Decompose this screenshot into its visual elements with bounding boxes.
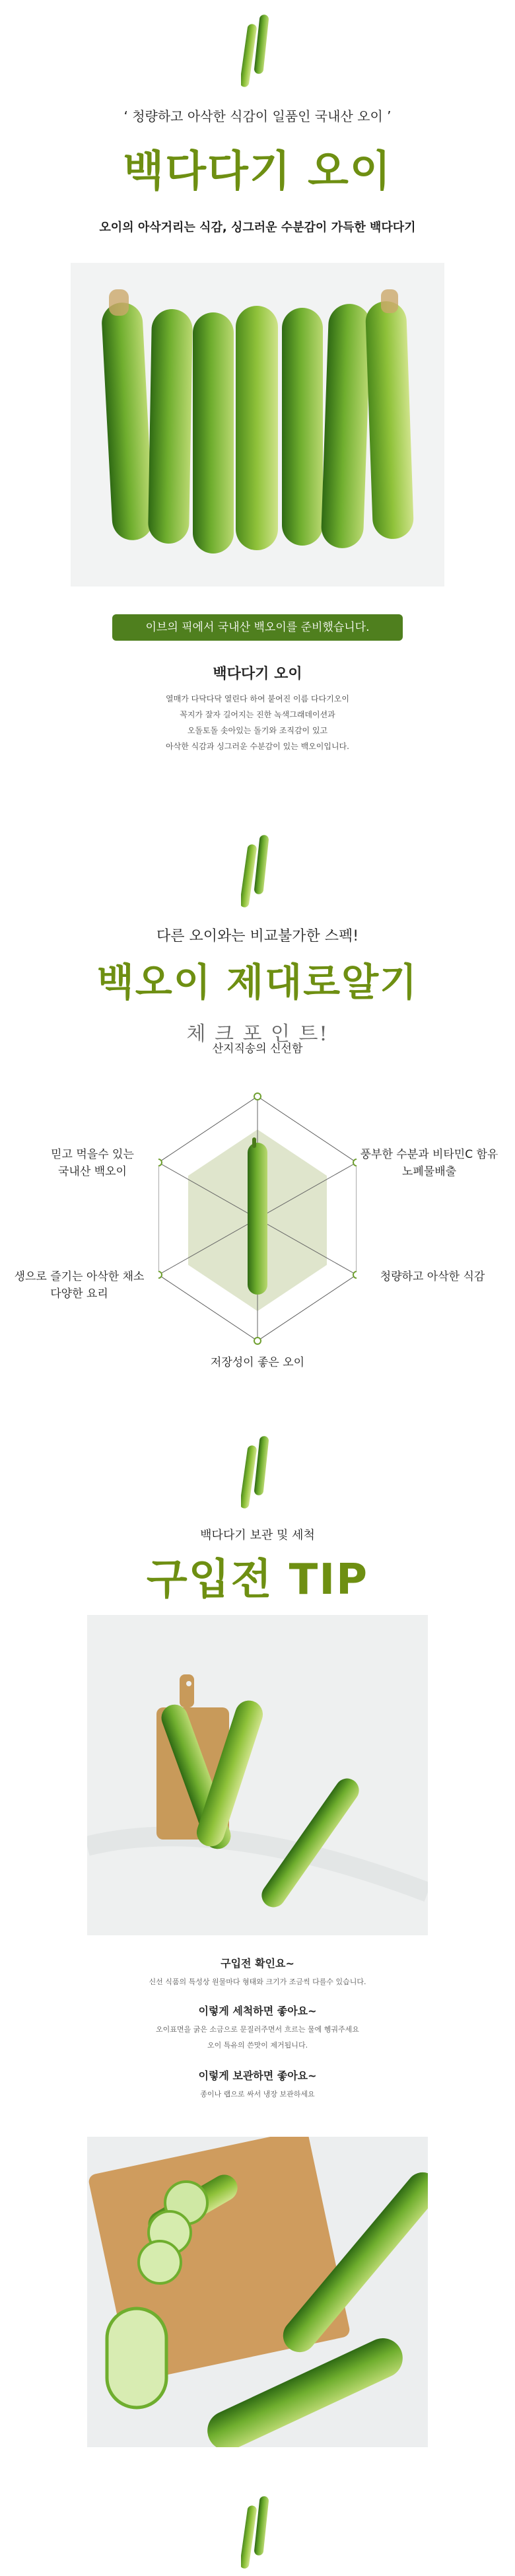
checkpoint-label: 청량하고 아삭한 식감 (380, 1270, 485, 1283)
intro-quote: ‘ 청량하고 아삭한 식감이 일품인 국내산 오이 ’ (123, 108, 392, 124)
tip-heading: 구입전 확인요~ (221, 1957, 294, 1970)
cucumber-icon (241, 832, 274, 912)
sourcing-banner: 이브의 픽에서 국내산 백오이를 준비했습니다. (112, 614, 403, 641)
cucumber-icon (241, 12, 274, 91)
about-line: 아삭한 식감과 싱그러운 수분감이 있는 백오이입니다. (166, 742, 349, 751)
checkpoint-hexagon-chart (158, 1077, 357, 1367)
tip-heading: 이렇게 세척하면 좋아요~ (198, 2005, 317, 2017)
about-heading: 백다다기 오이 (213, 666, 302, 682)
checkpoint-label: 풍부한 수분과 비타민C 함유 노폐물배출 (360, 1148, 498, 1178)
tip-text: 오이표면을 굵은 소금으로 문질러주면서 흐르는 물에 헹궈주세요 (156, 2025, 359, 2034)
cucumber-icon (241, 1433, 274, 1513)
check-title: 백오이 제대로알기 (96, 960, 419, 1005)
cutting-board-photo (87, 1615, 428, 1935)
about-line: 오돌토돌 솟아있는 돌기와 조직감이 있고 (187, 726, 328, 735)
checkpoint-label: 저장성이 좋은 오이 (210, 1356, 305, 1369)
sliced-cucumber-photo (87, 2137, 428, 2447)
tips-lead: 백다다기 보관 및 세척 (200, 1528, 315, 1542)
tip-text: 종이나 랩으로 싸서 냉장 보관하세요 (200, 2090, 315, 2098)
checkpoint-label: 믿고 먹을수 있는 국내산 백오이 (51, 1148, 134, 1178)
about-text (0, 691, 515, 754)
about-line: 열매가 다닥다닥 열린다 하여 붙여진 이름 다다기오이 (166, 694, 349, 703)
cucumber-icon (241, 2493, 274, 2573)
tip-text: 오이 특유의 쓴맛이 제거됩니다. (207, 2041, 308, 2050)
about-line: 꼭지가 잘자 길어지는 진한 녹색그래데이션과 (180, 710, 335, 719)
checkpoint-label: 생으로 즐기는 아삭한 채소 다양한 요리 (14, 1270, 145, 1301)
tips-title: 구입전 TIP (146, 1556, 369, 1604)
check-subtitle: 체 크 포 인 트! (186, 1022, 329, 1046)
page-title: 백다다기 오이 (123, 147, 392, 196)
check-lead: 다른 오이와는 비교불가한 스펙! (156, 928, 359, 945)
cucumber-bunch-photo (71, 263, 444, 587)
tip-text: 신선 식품의 특성상 원물마다 형태와 크기가 조금씩 다를수 있습니다. (149, 1978, 366, 1986)
checkpoint-label: 산지직송의 신선함 (212, 1042, 303, 1055)
intro-description: 오이의 아삭거리는 식감, 싱그러운 수분감이 가득한 백다다기 (99, 221, 416, 234)
tip-heading: 이렇게 보관하면 좋아요~ (198, 2069, 317, 2082)
